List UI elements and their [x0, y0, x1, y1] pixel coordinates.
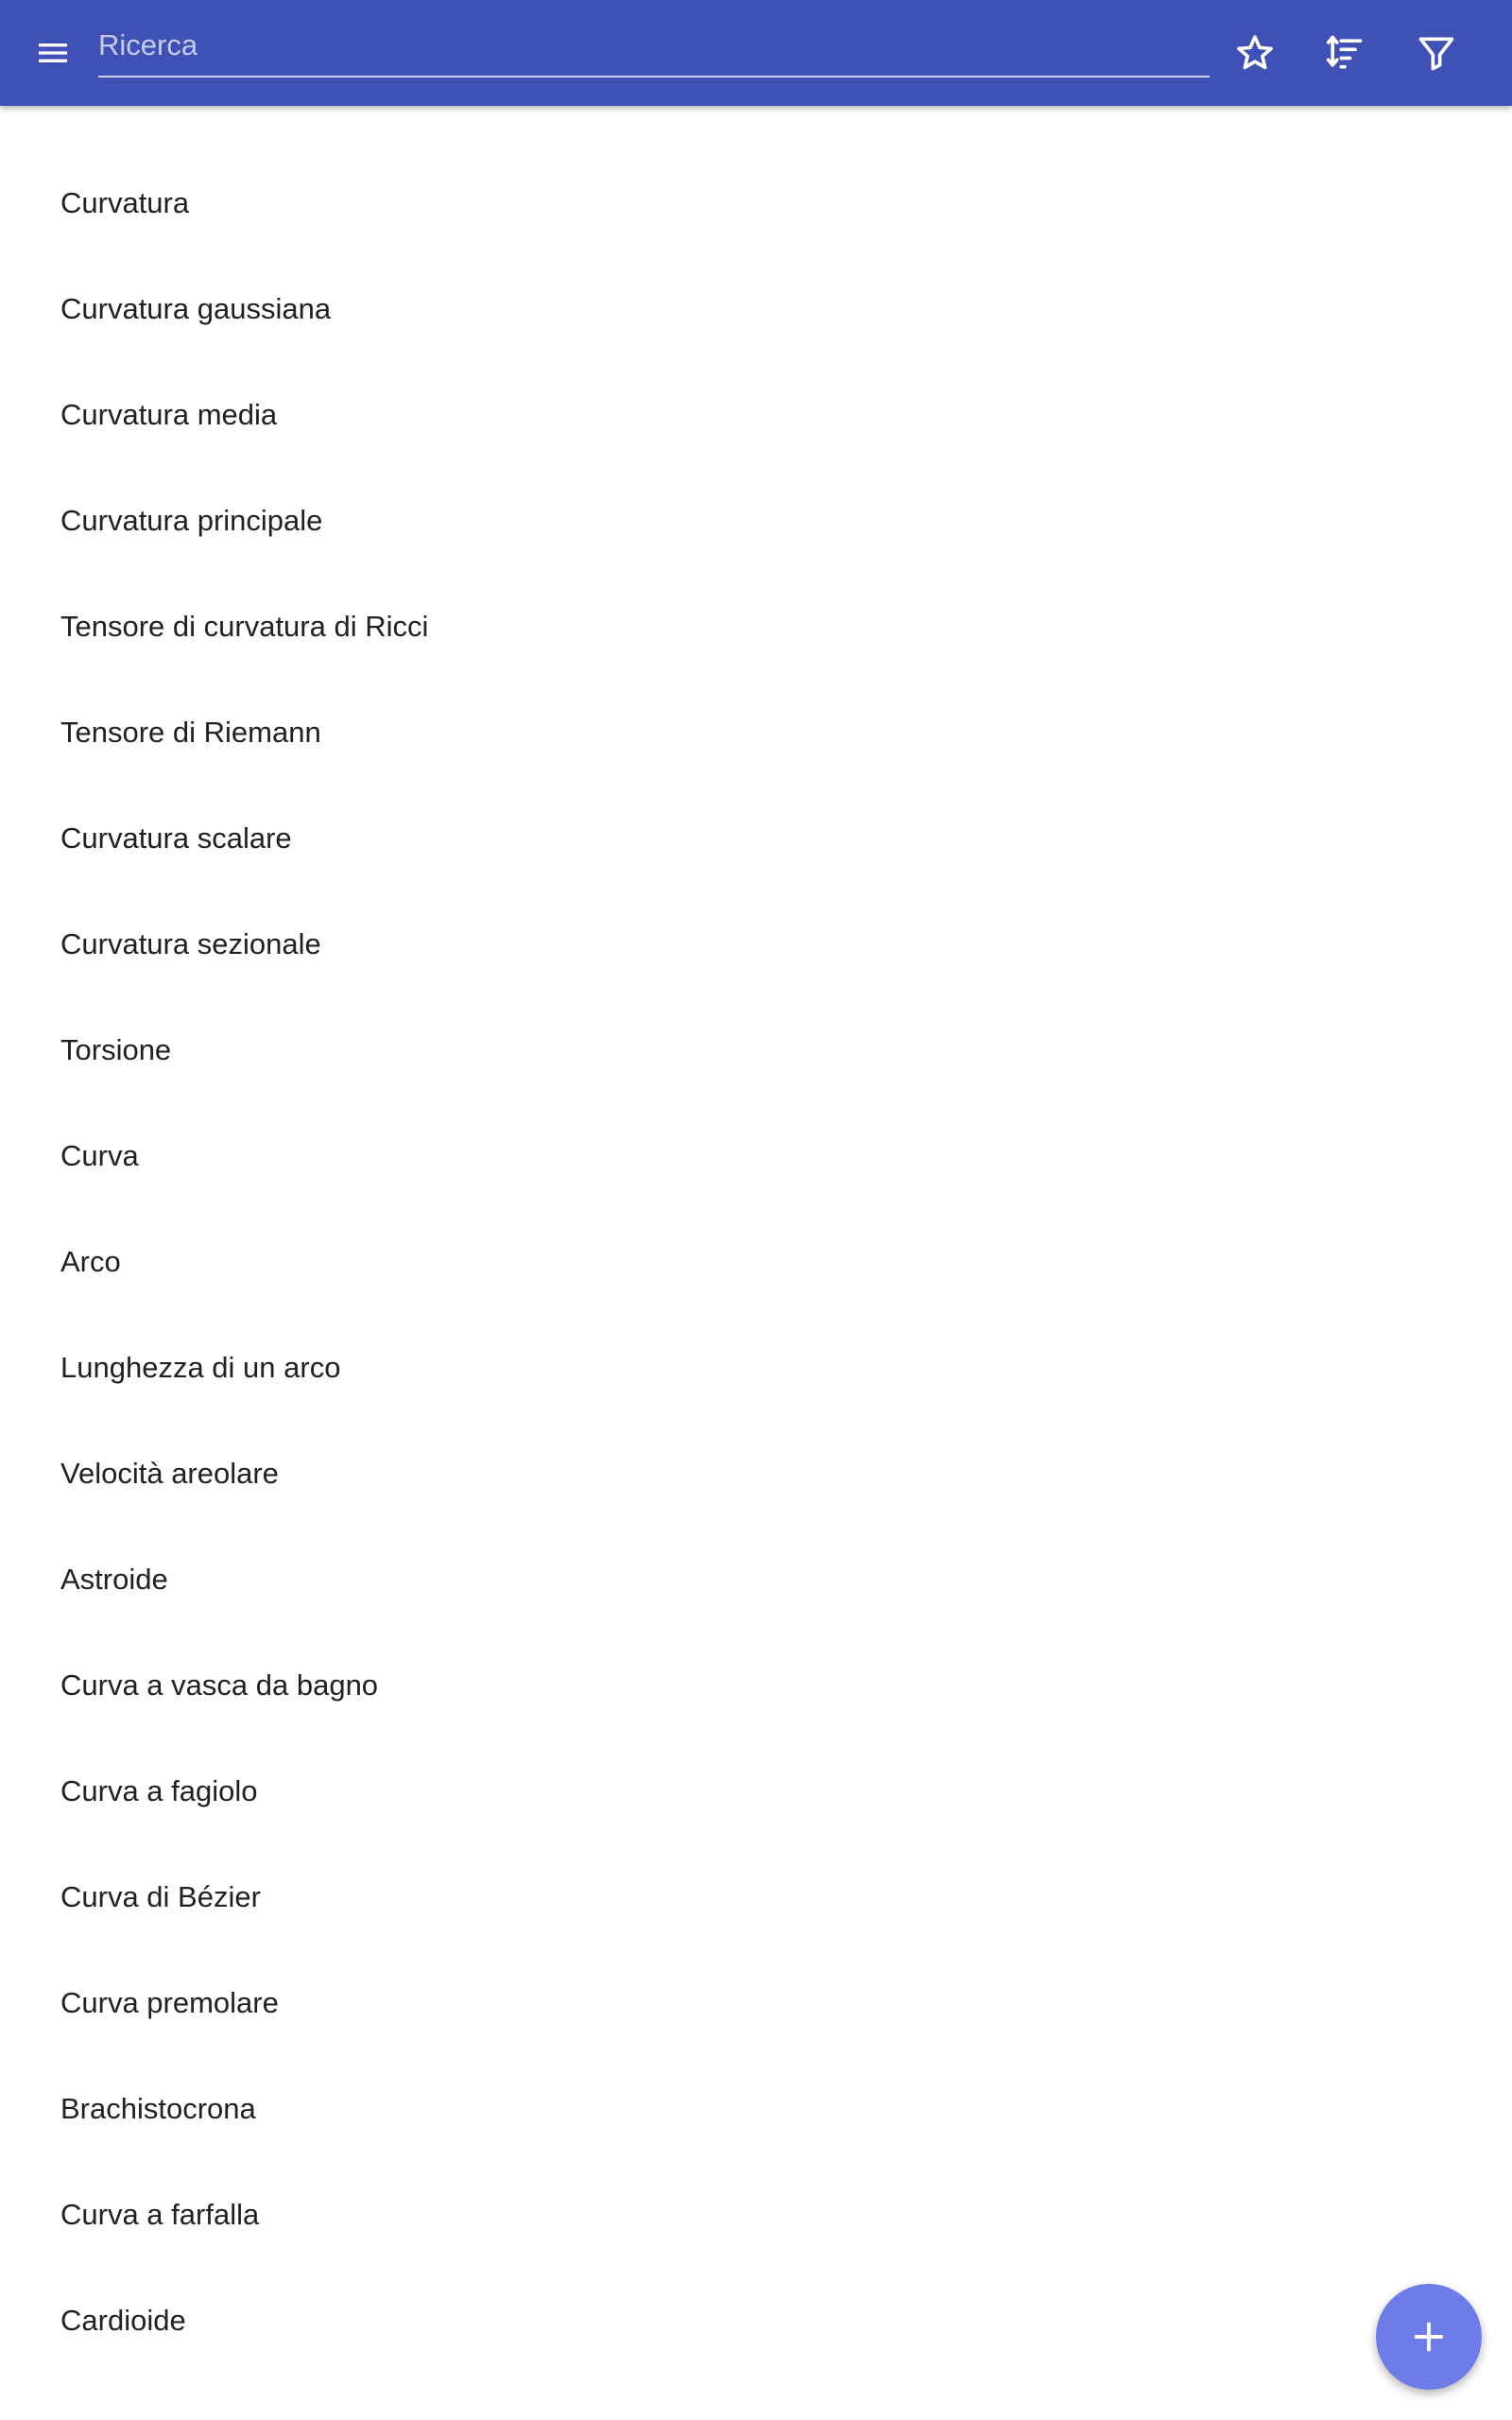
add-button[interactable]	[1376, 2284, 1482, 2390]
list-item[interactable]	[0, 997, 1512, 1103]
list-item-label: Velocità areolare	[60, 1457, 279, 1490]
list-item-label: Curva	[60, 1139, 139, 1172]
list-item[interactable]	[0, 1738, 1512, 1844]
list-item[interactable]	[0, 2056, 1512, 2162]
list-item-label: Cardioide	[60, 2304, 186, 2337]
list-item-label: Tensore di Riemann	[60, 716, 321, 749]
list-item-label: Curvatura media	[60, 398, 278, 431]
list-item[interactable]	[0, 2162, 1512, 2268]
list-item[interactable]	[0, 1950, 1512, 2056]
plus-icon	[1410, 2318, 1448, 2356]
star-outline-icon	[1234, 32, 1276, 74]
filter-button[interactable]	[1408, 25, 1465, 81]
favorites-button[interactable]	[1227, 25, 1283, 81]
list-item-label: Curva premolare	[60, 1986, 279, 2019]
app-bar	[0, 0, 1512, 106]
list-item[interactable]	[0, 468, 1512, 574]
sort-button[interactable]	[1316, 25, 1373, 81]
list-item-label: Torsione	[60, 1033, 172, 1066]
list-item[interactable]	[0, 1527, 1512, 1633]
list-item-label: Curva di Bézier	[60, 1880, 261, 1913]
sort-icon	[1324, 32, 1366, 74]
menu-button[interactable]	[25, 25, 81, 81]
list-item-label: Curva a fagiolo	[60, 1774, 258, 1807]
list-item[interactable]	[0, 891, 1512, 997]
list-item-label: Astroide	[60, 1563, 168, 1596]
list-item[interactable]	[0, 2268, 1512, 2374]
list-item-label: Arco	[60, 1245, 121, 1278]
list-item-label: Brachistocrona	[60, 2092, 256, 2125]
list-item[interactable]	[0, 362, 1512, 468]
list-item[interactable]	[0, 1633, 1512, 1738]
list-item[interactable]	[0, 574, 1512, 680]
list-item-label: Curvatura scalare	[60, 821, 292, 855]
list-item[interactable]	[0, 680, 1512, 786]
list-item-label: Curvatura	[60, 186, 190, 219]
list-item[interactable]	[0, 1315, 1512, 1421]
list-item[interactable]	[0, 786, 1512, 891]
list-item[interactable]	[0, 1844, 1512, 1950]
search-field	[98, 17, 1210, 78]
list-item[interactable]	[0, 1421, 1512, 1527]
hamburger-menu-icon	[34, 34, 72, 72]
list-item[interactable]	[0, 150, 1512, 256]
list-item-label: Curva a vasca da bagno	[60, 1668, 379, 1702]
list-item-label: Curva a farfalla	[60, 2198, 260, 2231]
list-item-label: Curvatura sezionale	[60, 927, 321, 960]
list-item[interactable]	[0, 1103, 1512, 1209]
list-item-label: Lunghezza di un arco	[60, 1351, 341, 1384]
list-item[interactable]	[0, 256, 1512, 362]
list-item-label: Curvatura principale	[60, 504, 323, 537]
list-item-label: Tensore di curvatura di Ricci	[60, 610, 429, 643]
list-item-label: Curvatura gaussiana	[60, 292, 332, 325]
search-input[interactable]	[98, 17, 1210, 74]
filter-icon	[1416, 32, 1457, 74]
list-item[interactable]	[0, 1209, 1512, 1315]
